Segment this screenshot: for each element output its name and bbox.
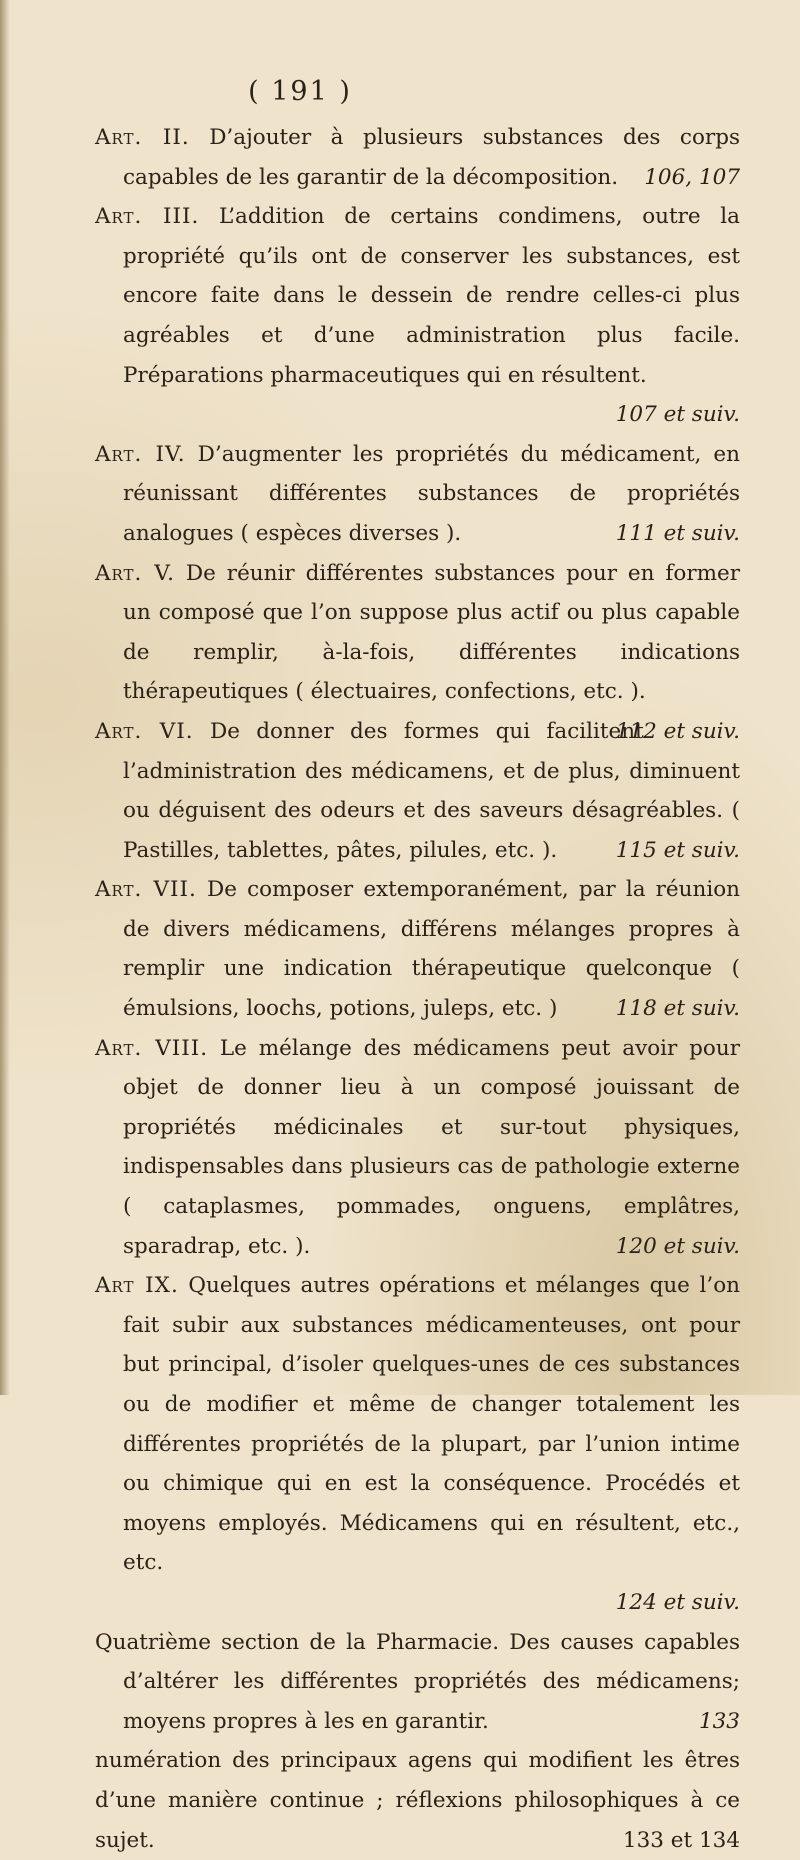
- table-of-contents: [95, 118, 740, 1860]
- article-label: Art IX.: [95, 1273, 179, 1299]
- article-text: De réunir différentes substances pour en former un composé que l’on suppose plus actif ou plus capable de remplir, à-la-fois, différentes indications thérapeutiques ( électuaires, confections, etc. ).: [123, 560, 740, 705]
- section-four-continuation: [95, 1741, 740, 1860]
- article-text: Quelques autres opérations et mélanges que l’on fait subir aux substances médicamenteuses, ont pour but principal, d’isoler quelques-unes de ces substances ou de modifier et même de changer totalement les différentes propriétés de la plupart, par l’union intime ou chimique qui en est la conséquence. Procédés et moyens employés. Médicamens qui en résultent, etc., etc.: [123, 1273, 740, 1576]
- article-label: Art. III.: [95, 204, 200, 230]
- article-entry-4: [95, 435, 740, 554]
- article-entry-6: [95, 712, 740, 870]
- article-entry-3: [95, 197, 740, 435]
- section-four-entry: [95, 1623, 740, 1742]
- article-page-ref: 106, 107: [644, 164, 740, 190]
- section-text-continued: numération des principaux agens qui modifient les êtres d’une manière continue ; réflexions philosophiques à ce sujet.: [95, 1748, 740, 1853]
- article-entry-2: [95, 118, 740, 197]
- article-label: Art. II.: [95, 125, 190, 150]
- article-text: D’ajouter à plusieurs substances des corps capables de les garantir de la décomposition.: [123, 125, 740, 190]
- article-label: Art. IV.: [95, 441, 186, 467]
- article-label: Art. VI.: [95, 718, 194, 744]
- article-text: D’augmenter les propriétés du médicament, en réunissant différentes substances de propriétés analogues ( espèces diverses ).: [123, 441, 740, 546]
- article-label: Art. VIII.: [95, 1035, 209, 1061]
- page-edge-shadow: [0, 0, 10, 1395]
- article-label: Art. VII.: [95, 877, 197, 903]
- article-text: L’addition de certains condimens, outre la propriété qu’ils ont de conserver les substances, est encore faite dans le dessein de rendre celles-ci plus agréables et d’une administration plus facile. Préparations pharmaceutiques qui en résultent.: [123, 204, 740, 388]
- article-text: Le mélange des médicamens peut avoir pour objet de donner lieu à un composé jouissant de propriétés médicinales et sur-tout physiques, indispensables dans plusieurs cas de pathologie externe ( cataplasmes, pommades, onguens, emplâtres, sparadrap, etc. ).: [123, 1035, 740, 1259]
- article-page-ref: 111 et suiv.: [615, 520, 740, 546]
- section-page-ref-continued: 133 et 134: [622, 1827, 740, 1853]
- article-page-ref: 118 et suiv.: [615, 996, 740, 1022]
- article-entry-8: [95, 1029, 740, 1267]
- article-page-ref: 107 et suiv.: [615, 402, 740, 428]
- article-entry-9: [95, 1266, 740, 1622]
- article-page-ref: 120 et suiv.: [615, 1233, 740, 1259]
- article-page-ref: 124 et suiv.: [615, 1589, 740, 1615]
- section-text: Quatrième section de la Pharmacie. Des causes capables d’altérer les différentes propriétés des médicamens; moyens propres à les en garantir.: [95, 1629, 740, 1734]
- article-entry-7: [95, 870, 740, 1028]
- article-text: De donner des formes qui facilitent l’administration des médicamens, et de plus, diminuent ou déguisent des odeurs et des saveurs désagréables. ( Pastilles, tablettes, pâtes, pilules, etc. ).: [123, 718, 740, 863]
- article-page-ref: 112 et suiv.: [615, 718, 740, 744]
- article-page-ref: 115 et suiv.: [615, 837, 740, 863]
- section-page-ref: 133: [698, 1708, 740, 1734]
- page-number: ( 191 ): [248, 76, 352, 107]
- article-text: De composer extemporanément, par la réunion de divers médicamens, différens mélanges propres à remplir une indication thérapeutique quelconque ( émulsions, loochs, potions, juleps, etc. ): [123, 877, 740, 1022]
- article-label: Art. V.: [95, 560, 175, 586]
